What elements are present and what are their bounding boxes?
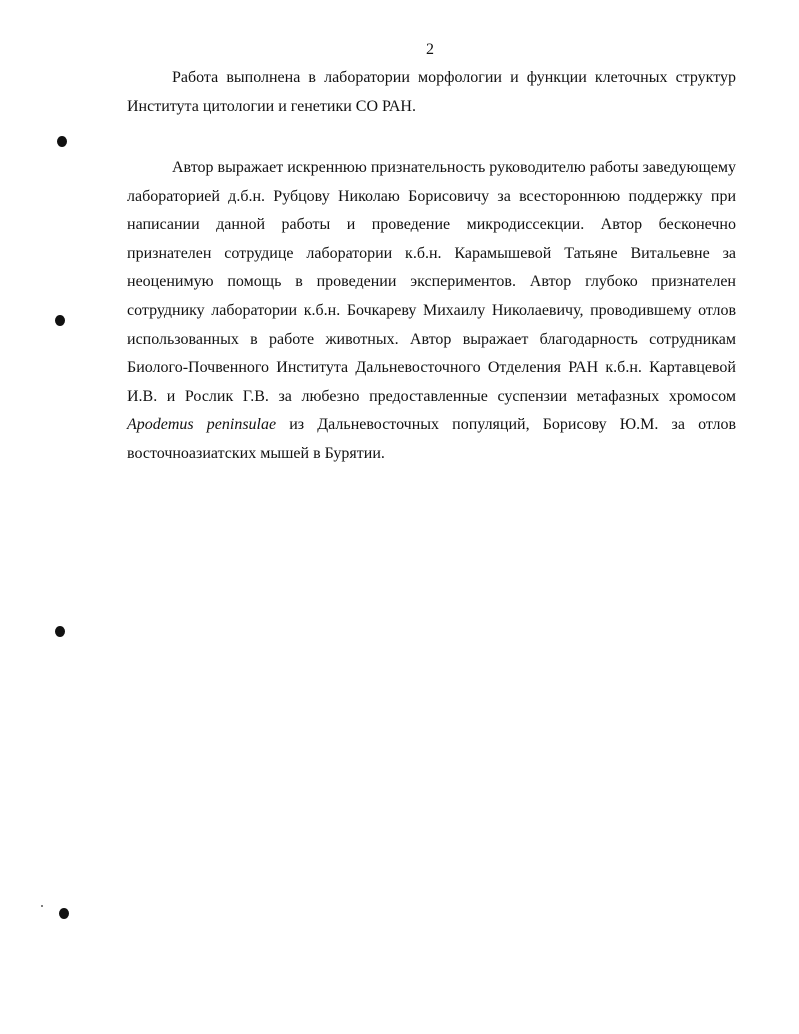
- acknowledgement-paragraph-block: [127, 154, 736, 469]
- punch-hole-mark: [59, 908, 69, 919]
- lab-paragraph: Работа выполнена в лаборатории морфологии и функции клеточных структур Института цитологии и генетики СО РАН.: [127, 69, 736, 115]
- scan-speck: [41, 905, 43, 907]
- acknowledgement-paragraph: [127, 154, 736, 469]
- species-name: Apodemus peninsulae: [127, 416, 277, 434]
- punch-hole-mark: [55, 315, 65, 326]
- lab-paragraph-block: [127, 64, 736, 121]
- acknowledgement-text-part1: Автор выражает искреннюю признательность руководителю работы заведующему лабораторией д.б.н. Рубцову Николаю Борисовичу за всестороннюю поддержку при написании данной работы и проведение микродиссекции. Автор бесконечно признателен сотрудице лаборатории к.б.н. Карамышевой Татьяне Витальевне за неоценимую помощь в проведении экспериментов. Автор глубоко признателен сотруднику лаборатории к.б.н. Бочкареву Михаилу Николаевичу, проводившему отлов использованных в работе животных. Автор выражает благодарность сотрудникам Биолого-Почвенного Института Дальневосточного Отделения РАН к.б.н. Картавцевой И.В. и Рослик Г.В. за любезно предоставленные суспензии метафазных хромосом: [127, 159, 736, 405]
- acknowledgement-text-part2: из Дальневосточных популяций, Борисову Ю.М. за отлов восточноазиатских мышей в Бурятии.: [127, 416, 736, 462]
- punch-hole-mark: [55, 626, 65, 637]
- punch-hole-mark: [57, 136, 67, 147]
- page-number: 2: [426, 41, 434, 58]
